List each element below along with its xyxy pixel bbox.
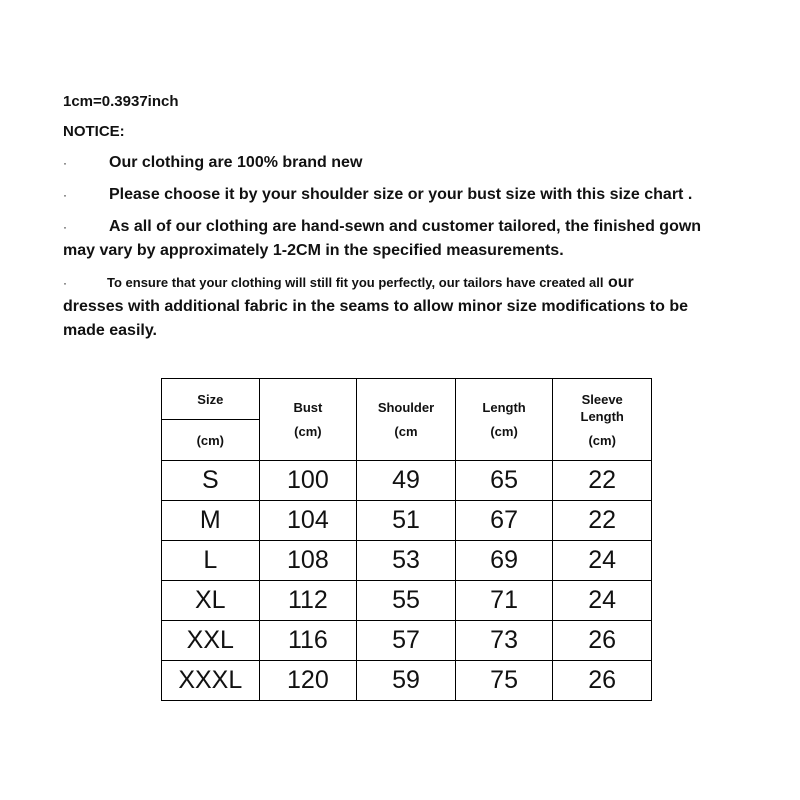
bullet-dot: ·	[63, 220, 67, 234]
cell-length: 69	[455, 541, 553, 581]
header-bust-unit: (cm)	[294, 424, 322, 439]
cell-shoulder: 51	[357, 501, 456, 541]
cell-bust: 120	[259, 661, 357, 701]
cell-length: 67	[455, 501, 553, 541]
header-length-label: Length	[482, 400, 526, 415]
header-sleeve	[553, 379, 652, 461]
cell-sleeve: 22	[553, 461, 652, 501]
bullet-dot: ·	[63, 276, 67, 290]
table-header-row	[162, 379, 652, 420]
cell-shoulder: 59	[357, 661, 456, 701]
bullet-text-small: To ensure that your clothing will still fit you perfectly, our tailors have created all	[107, 275, 604, 290]
cell-sleeve: 24	[553, 541, 652, 581]
header-size-label: Size	[162, 379, 260, 420]
cell-bust: 108	[259, 541, 357, 581]
cell-sleeve: 26	[553, 621, 652, 661]
cell-size: XXL	[162, 621, 260, 661]
cell-bust: 100	[259, 461, 357, 501]
cell-size: XXXL	[162, 661, 260, 701]
cell-bust: 112	[259, 581, 357, 621]
bullet-text-line-3: made easily.	[63, 322, 157, 339]
header-shoulder	[357, 379, 456, 461]
notice-bullet-1	[63, 151, 743, 175]
header-shoulder-unit: (cm	[394, 424, 418, 439]
bullet-text-line-2: dresses with additional fabric in the seams to allow minor size modifications to be	[63, 298, 689, 315]
cell-size: M	[162, 501, 260, 541]
bullet-text-line-2: may vary by approximately 1-2CM in the specified measurements.	[63, 242, 564, 259]
table-row	[162, 501, 652, 541]
cell-size: L	[162, 541, 260, 581]
cell-length: 73	[455, 621, 553, 661]
bullet-text-tail: our	[607, 274, 634, 291]
cell-length: 75	[455, 661, 553, 701]
header-size-unit: (cm)	[162, 420, 260, 461]
cell-size: XL	[162, 581, 260, 621]
bullet-text-line-1: As all of our clothing are hand-sewn and customer tailored, the finished gown	[109, 218, 702, 235]
header-length-unit: (cm)	[490, 424, 518, 439]
bullet-text: Please choose it by your shoulder size or your bust size with this size chart .	[109, 186, 693, 203]
header-sleeve-unit: (cm)	[588, 432, 616, 448]
cell-sleeve: 24	[553, 581, 652, 621]
unit-conversion: 1cm=0.3937inch	[63, 93, 179, 110]
cell-shoulder: 49	[357, 461, 456, 501]
bullet-text: Our clothing are 100% brand new	[109, 154, 363, 171]
cell-sleeve: 26	[553, 661, 652, 701]
bullet-dot: ·	[63, 188, 67, 202]
cell-shoulder: 57	[357, 621, 456, 661]
table-row	[162, 661, 652, 701]
cell-bust: 104	[259, 501, 357, 541]
header-sleeve-label-2: Length	[580, 408, 624, 424]
bullet-text-line-1	[63, 271, 743, 295]
cell-shoulder: 53	[357, 541, 456, 581]
table-row	[162, 581, 652, 621]
cell-length: 71	[455, 581, 553, 621]
notice-title: NOTICE:	[63, 123, 125, 140]
header-sleeve-label-1: Sleeve	[581, 391, 623, 407]
notice-bullet-2	[63, 183, 743, 207]
table-row	[162, 461, 652, 501]
cell-bust: 116	[259, 621, 357, 661]
cell-shoulder: 55	[357, 581, 456, 621]
header-length	[455, 379, 553, 461]
bullet-dot: ·	[63, 156, 67, 170]
table-row	[162, 541, 652, 581]
notice-bullet-4	[63, 271, 743, 343]
header-bust-label: Bust	[293, 400, 323, 415]
cell-sleeve: 22	[553, 501, 652, 541]
cell-size: S	[162, 461, 260, 501]
size-chart-table	[161, 378, 652, 701]
cell-length: 65	[455, 461, 553, 501]
header-bust	[259, 379, 357, 461]
notice-block	[63, 92, 743, 343]
table-row	[162, 621, 652, 661]
header-shoulder-label: Shoulder	[377, 400, 435, 415]
notice-bullet-3	[63, 215, 743, 263]
